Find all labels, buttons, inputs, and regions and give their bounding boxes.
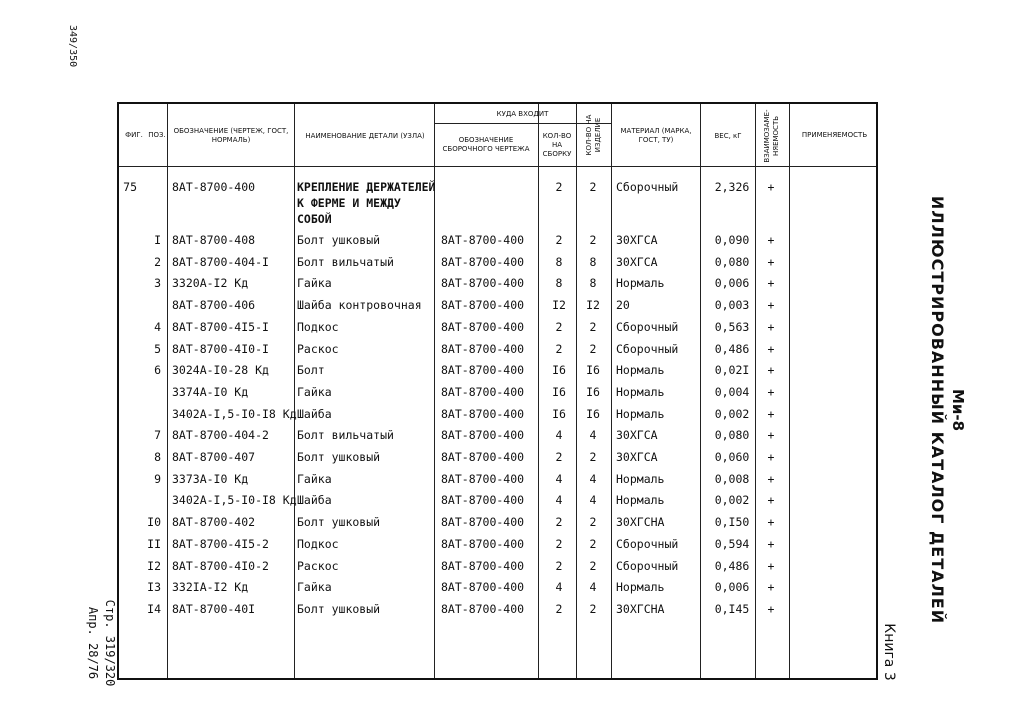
cell-fig: I xyxy=(154,233,161,247)
page-reference xyxy=(82,573,118,713)
cell-qty-item: 2 xyxy=(589,558,597,573)
cell-qty-item: 2 xyxy=(589,180,597,194)
cell-interchangeability: + xyxy=(767,298,775,313)
catalog-title-text: ИЛЛЮСТРИРОВАННЫЙ КАТАЛОГ ДЕТАЛЕЙ xyxy=(928,195,947,625)
cell-interchangeability: + xyxy=(767,428,775,443)
cell-weight: 0,594 xyxy=(714,536,750,551)
cell-qty-assembly: 4 xyxy=(555,471,563,486)
header-applicability: ПРИМЕНЯЕМОСТЬ xyxy=(801,130,868,139)
cell-interchangeability: + xyxy=(767,276,775,291)
cell-fig: I3 xyxy=(147,580,161,595)
cell-designation: 3402А-I,5-I0-I8 Кд xyxy=(172,406,297,421)
cell-name: Подкос xyxy=(297,319,339,334)
page-ref-line1: Стр. 319/320 xyxy=(103,599,117,687)
cell-fig: 8 xyxy=(154,450,161,464)
cell-weight: 0,008 xyxy=(714,471,750,486)
cell-assembly-designation: 8АТ-8700-400 xyxy=(441,233,525,247)
cell-fig: 9 xyxy=(154,471,161,486)
book-label: Книга 3 xyxy=(881,623,897,681)
cell-designation: 8АТ-8700-40I xyxy=(172,601,256,616)
cell-weight: 0,006 xyxy=(714,580,750,595)
column-divider xyxy=(700,104,701,678)
header-divider xyxy=(119,166,876,167)
header-name: НАИМЕНОВАНИЕ ДЕТАЛИ (УЗЛА) xyxy=(305,131,425,140)
cell-fig: 6 xyxy=(154,363,161,378)
header-pos: ПОЗ. xyxy=(148,130,166,139)
cell-qty-assembly: 2 xyxy=(555,341,563,356)
catalog-title xyxy=(904,190,968,630)
cell-assembly-designation: 8АТ-8700-400 xyxy=(441,601,525,616)
cell-name: Гайка xyxy=(297,276,332,291)
cell-interchangeability: + xyxy=(767,341,775,356)
cell-material: Нормаль xyxy=(616,580,665,595)
cell-qty-item: 2 xyxy=(589,536,597,551)
cell-material: Сборочный xyxy=(616,341,679,356)
cell-material: Сборочный xyxy=(616,558,679,573)
cell-name: Подкос xyxy=(297,536,339,551)
cell-name: Гайка xyxy=(297,384,332,399)
cell-assembly-designation: 8АТ-8700-400 xyxy=(441,254,525,269)
cell-interchangeability: + xyxy=(767,406,775,421)
cell-designation: 3024А-I0-28 Кд xyxy=(172,363,269,378)
cell-assembly-designation: 8АТ-8700-400 xyxy=(441,341,525,356)
cell-weight: 0,I50 xyxy=(714,515,750,530)
cell-designation: 8АТ-8700-402 xyxy=(172,515,256,530)
cell-designation: 3374А-I0 Кд xyxy=(172,384,249,399)
cell-qty-assembly: 2 xyxy=(555,558,563,573)
cell-qty-assembly: 2 xyxy=(555,515,563,530)
cell-qty-assembly: 2 xyxy=(555,180,563,194)
header-designation: ОБОЗНАЧЕНИЕ (ЧЕРТЕЖ, ГОСТ, НОРМАЛЬ) xyxy=(173,127,289,144)
cell-name: КРЕПЛЕНИЕ ДЕРЖАТЕЛЕЙ xyxy=(297,180,436,194)
cell-qty-assembly: I6 xyxy=(552,406,566,421)
cell-designation: 8АТ-8700-408 xyxy=(172,233,256,247)
header-weight: ВЕС, кГ xyxy=(714,131,742,140)
cell-qty-assembly: 2 xyxy=(555,601,563,616)
cell-interchangeability: + xyxy=(767,493,775,508)
cell-assembly-designation: 8АТ-8700-400 xyxy=(441,558,525,573)
sheet-number: 349/350 xyxy=(67,25,78,68)
cell-interchangeability: + xyxy=(767,601,775,616)
cell-qty-item: 2 xyxy=(589,319,597,334)
cell-fig: I4 xyxy=(147,601,161,616)
cell-qty-assembly: 4 xyxy=(555,428,563,443)
cell-weight: 0,004 xyxy=(714,384,750,399)
cell-interchangeability: + xyxy=(767,233,775,247)
column-divider xyxy=(294,104,295,678)
cell-name: Раскос xyxy=(297,558,339,573)
cell-material: Нормаль xyxy=(616,363,665,378)
header-qty-per-item: КОЛ-ВО НА ИЗДЕЛИЕ xyxy=(585,114,602,156)
cell-interchangeability: + xyxy=(767,471,775,486)
cell-weight: 0,486 xyxy=(714,558,750,573)
cell-name: Болт вильчатый xyxy=(297,254,394,269)
cell-weight: 0,I45 xyxy=(714,601,750,616)
cell-qty-assembly: I6 xyxy=(552,384,566,399)
page-ref-line2: Апр. 28/76 xyxy=(86,606,100,680)
cell-assembly-designation: 8АТ-8700-400 xyxy=(441,515,525,530)
cell-fig: 3 xyxy=(154,276,161,291)
cell-qty-item: I6 xyxy=(586,384,600,399)
cell-material: 30ХГСА xyxy=(616,450,658,464)
cell-designation: 8АТ-8700-4I0-I xyxy=(172,341,269,356)
parts-catalog-table xyxy=(117,102,878,680)
cell-interchangeability: + xyxy=(767,254,775,269)
cell-material: 20 xyxy=(616,298,630,313)
cell-qty-assembly: 4 xyxy=(555,580,563,595)
cell-name: Шайба контровочная xyxy=(297,298,422,313)
cell-qty-item: 4 xyxy=(589,580,597,595)
cell-designation: 8АТ-8700-404-I xyxy=(172,254,269,269)
cell-weight: 2,326 xyxy=(714,180,750,194)
cell-designation: 8АТ-8700-4I5-I xyxy=(172,319,269,334)
cell-interchangeability: + xyxy=(767,450,775,464)
cell-name: Болт ушковый xyxy=(297,601,381,616)
header-fig: ФИГ. xyxy=(125,130,143,139)
cell-weight: 0,002 xyxy=(714,406,750,421)
cell-qty-item: 8 xyxy=(589,276,597,291)
cell-qty-assembly: 2 xyxy=(555,233,563,247)
cell-qty-item: 2 xyxy=(589,515,597,530)
cell-assembly-designation: 8АТ-8700-400 xyxy=(441,428,525,443)
cell-material: 30ХГСНА xyxy=(616,515,665,530)
cell-fig: 7 xyxy=(154,428,161,443)
header-assembly-designation: ОБОЗНАЧЕНИЕ СБОРОЧНОГО ЧЕРТЕЖА xyxy=(442,136,530,153)
cell-assembly-designation: 8АТ-8700-400 xyxy=(441,276,525,291)
cell-designation: 8АТ-8700-406 xyxy=(172,298,256,313)
cell-weight: 0,02I xyxy=(714,363,750,378)
cell-qty-assembly: I2 xyxy=(552,298,566,313)
cell-name: Шайба xyxy=(297,406,332,421)
cell-designation: 3402А-I,5-I0-I8 Кд xyxy=(172,493,297,508)
cell-weight: 0,006 xyxy=(714,276,750,291)
cell-weight: 0,060 xyxy=(714,450,750,464)
cell-assembly-designation: 8АТ-8700-400 xyxy=(441,384,525,399)
cell-material: Нормаль xyxy=(616,384,665,399)
cell-material: Нормаль xyxy=(616,406,665,421)
cell-assembly-designation: 8АТ-8700-400 xyxy=(441,319,525,334)
cell-material: Сборочный xyxy=(616,319,679,334)
cell-interchangeability: + xyxy=(767,580,775,595)
header-material: МАТЕРИАЛ (МАРКА, ГОСТ, ТУ) xyxy=(620,127,692,144)
cell-qty-item: I6 xyxy=(586,406,600,421)
cell-qty-item: 2 xyxy=(589,450,597,464)
cell-material: Нормаль xyxy=(616,493,665,508)
cell-weight: 0,563 xyxy=(714,319,750,334)
cell-name: Шайба xyxy=(297,493,332,508)
cell-assembly-designation: 8АТ-8700-400 xyxy=(441,536,525,551)
cell-fig: I2 xyxy=(147,558,161,573)
cell-qty-item: 4 xyxy=(589,428,597,443)
cell-interchangeability: + xyxy=(767,558,775,573)
cell-name: Болт вильчатый xyxy=(297,428,394,443)
column-divider xyxy=(789,104,790,678)
cell-qty-item: 4 xyxy=(589,493,597,508)
cell-name: Болт ушковый xyxy=(297,233,381,247)
cell-weight: 0,090 xyxy=(714,233,750,247)
cell-designation: 8АТ-8700-4I5-2 xyxy=(172,536,269,551)
cell-qty-item: 2 xyxy=(589,341,597,356)
cell-material: 30ХГСА xyxy=(616,254,658,269)
cell-material: Сборочный xyxy=(616,536,679,551)
cell-name: Болт ушковый xyxy=(297,515,381,530)
cell-qty-assembly: 4 xyxy=(555,493,563,508)
cell-material: 30ХГСА xyxy=(616,428,658,443)
column-divider xyxy=(167,104,168,678)
cell-qty-item: 2 xyxy=(589,601,597,616)
cell-material: Нормаль xyxy=(616,276,665,291)
cell-name: Болт ушковый xyxy=(297,450,381,464)
cell-fig: 75 xyxy=(123,180,137,194)
cell-interchangeability: + xyxy=(767,319,775,334)
cell-designation: 332IА-I2 Кд xyxy=(172,580,249,595)
cell-assembly-designation: 8АТ-8700-400 xyxy=(441,471,525,486)
cell-designation: 3373А-I0 Кд xyxy=(172,471,249,486)
cell-interchangeability: + xyxy=(767,384,775,399)
cell-name-line3: СОБОЙ xyxy=(297,212,332,226)
cell-interchangeability: + xyxy=(767,363,775,378)
cell-weight: 0,002 xyxy=(714,493,750,508)
cell-designation: 3320А-I2 Кд xyxy=(172,276,249,291)
cell-designation: 8АТ-8700-404-2 xyxy=(172,428,269,443)
header-interchangeability: ВЗАИМОЗАМЕ-НЯЕМОСТЬ xyxy=(763,109,780,163)
cell-designation: 8АТ-8700-407 xyxy=(172,450,256,464)
cell-name: Раскос xyxy=(297,341,339,356)
cell-assembly-designation: 8АТ-8700-400 xyxy=(441,406,525,421)
cell-interchangeability: + xyxy=(767,180,775,194)
cell-designation: 8АТ-8700-400 xyxy=(172,180,256,194)
cell-weight: 0,080 xyxy=(714,254,750,269)
cell-qty-item: I6 xyxy=(586,363,600,378)
catalog-title-model: Ми-8 xyxy=(949,388,967,432)
cell-qty-assembly: 8 xyxy=(555,276,563,291)
cell-material: 30ХГСНА xyxy=(616,601,665,616)
cell-assembly-designation: 8АТ-8700-400 xyxy=(441,450,525,464)
cell-assembly-designation: 8АТ-8700-400 xyxy=(441,363,525,378)
cell-name: Гайка xyxy=(297,471,332,486)
cell-assembly-designation: 8АТ-8700-400 xyxy=(441,580,525,595)
cell-qty-item: 4 xyxy=(589,471,597,486)
cell-interchangeability: + xyxy=(767,515,775,530)
header-qty-per-assembly: КОЛ-ВО НА СБОРКУ xyxy=(542,131,572,158)
cell-material: Сборочный xyxy=(616,180,679,194)
cell-qty-assembly: 2 xyxy=(555,450,563,464)
cell-weight: 0,486 xyxy=(714,341,750,356)
cell-qty-assembly: 2 xyxy=(555,536,563,551)
cell-material: 30ХГСА xyxy=(616,233,658,247)
cell-qty-assembly: I6 xyxy=(552,363,566,378)
cell-fig: 5 xyxy=(154,341,161,356)
cell-name-line2: К ФЕРМЕ И МЕЖДУ xyxy=(297,196,401,210)
cell-name: Гайка xyxy=(297,580,332,595)
cell-fig: 4 xyxy=(154,319,161,334)
cell-material: Нормаль xyxy=(616,471,665,486)
cell-qty-item: 2 xyxy=(589,233,597,247)
cell-designation: 8АТ-8700-4I0-2 xyxy=(172,558,269,573)
cell-fig: I0 xyxy=(147,515,161,530)
cell-assembly-designation: 8АТ-8700-400 xyxy=(441,493,525,508)
cell-fig: 2 xyxy=(154,254,161,269)
cell-weight: 0,080 xyxy=(714,428,750,443)
cell-fig: II xyxy=(147,536,161,551)
cell-qty-assembly: 2 xyxy=(555,319,563,334)
cell-name: Болт xyxy=(297,363,325,378)
cell-weight: 0,003 xyxy=(714,298,750,313)
cell-interchangeability: + xyxy=(767,536,775,551)
column-divider xyxy=(611,104,612,678)
cell-qty-assembly: 8 xyxy=(555,254,563,269)
header-where-used: КУДА ВХОДИТ xyxy=(496,109,549,118)
cell-qty-item: I2 xyxy=(586,298,600,313)
cell-assembly-designation: 8АТ-8700-400 xyxy=(441,298,525,313)
cell-qty-item: 8 xyxy=(589,254,597,269)
